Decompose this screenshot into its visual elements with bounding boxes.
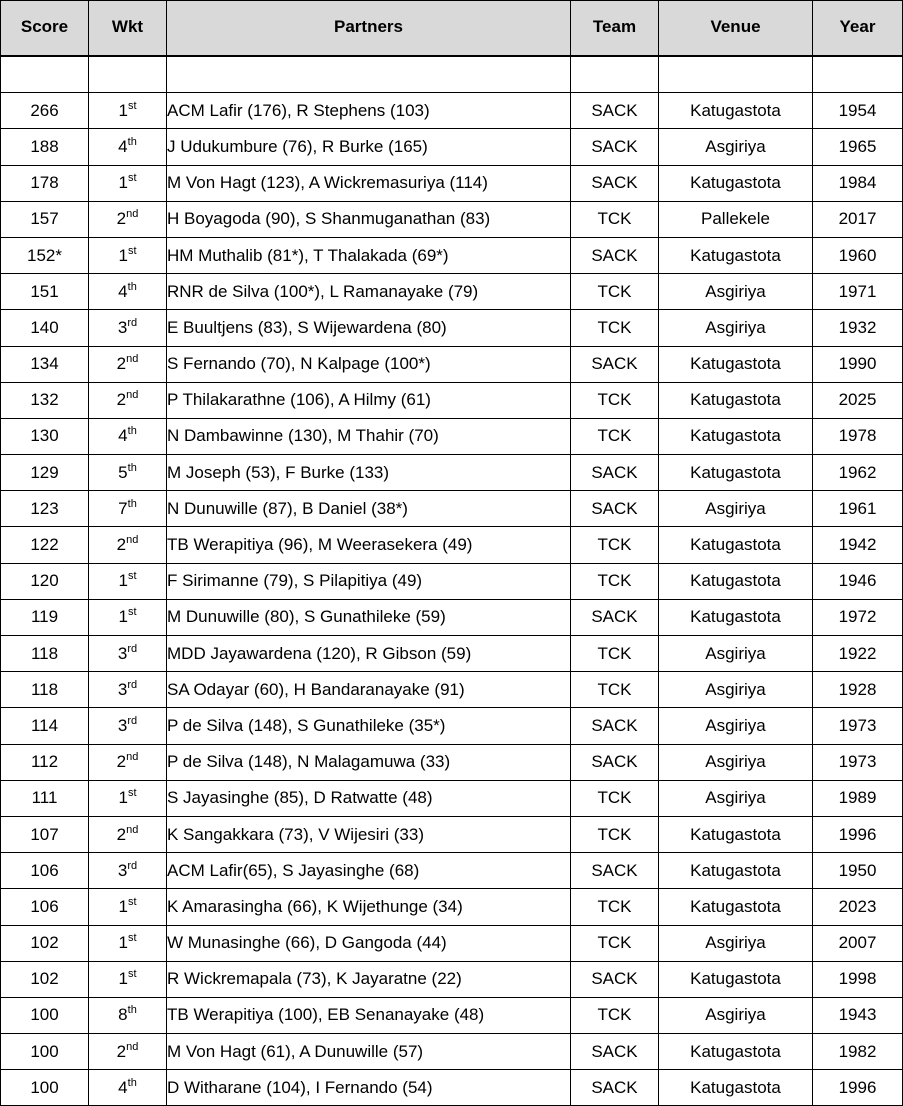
- cell-team: TCK: [571, 201, 659, 237]
- cell-venue: Katugastota: [659, 1070, 813, 1106]
- wicket-number: 1: [118, 933, 128, 953]
- cell-score: 119: [1, 599, 89, 635]
- table-row: [1, 925, 903, 961]
- wicket-ordinal-suffix: nd: [126, 823, 139, 836]
- cell-year: 1946: [813, 563, 903, 599]
- table-row: [1, 382, 903, 418]
- cell-team: TCK: [571, 816, 659, 852]
- wicket-number: 7: [118, 498, 128, 518]
- wicket-number: 2: [116, 752, 127, 772]
- wicket-number: 1: [118, 173, 128, 193]
- cell-partners: SA Odayar (60), H Bandaranayake (91): [167, 672, 571, 708]
- cell-wkt: [89, 636, 167, 672]
- cell-wkt: [89, 672, 167, 708]
- cell-year: 1928: [813, 672, 903, 708]
- cell-partners: E Buultjens (83), S Wijewardena (80): [167, 310, 571, 346]
- cell-partners: ACM Lafir (176), R Stephens (103): [167, 93, 571, 129]
- wicket-number: 4: [118, 1077, 128, 1097]
- cell-year: 1943: [813, 997, 903, 1033]
- cell-team: SACK: [571, 93, 659, 129]
- table-row: [1, 346, 903, 382]
- cell-team: TCK: [571, 889, 659, 925]
- cell-score: 120: [1, 563, 89, 599]
- cell-venue: Asgiriya: [659, 744, 813, 780]
- cell-year: 1996: [813, 816, 903, 852]
- cell-team: TCK: [571, 563, 659, 599]
- cell-year: 1973: [813, 708, 903, 744]
- table-row: [1, 165, 903, 201]
- cell-partners: K Amarasingha (66), K Wijethunge (34): [167, 889, 571, 925]
- wicket-ordinal-suffix: th: [127, 425, 137, 438]
- cell-wkt: [89, 346, 167, 382]
- cell-score: 112: [1, 744, 89, 780]
- cell-wkt: [89, 418, 167, 454]
- cell-team: TCK: [571, 997, 659, 1033]
- cell-venue: Katugastota: [659, 455, 813, 491]
- cell-year: 1996: [813, 1070, 903, 1106]
- wicket-ordinal-suffix: rd: [127, 859, 138, 872]
- table-body: [1, 56, 903, 1106]
- cell-team: SACK: [571, 599, 659, 635]
- cell-wkt: [89, 708, 167, 744]
- cell-year: 2025: [813, 382, 903, 418]
- cell-team: SACK: [571, 1034, 659, 1070]
- cell-wkt: [89, 997, 167, 1033]
- cell-partners: MDD Jayawardena (120), R Gibson (59): [167, 636, 571, 672]
- cell-partners: R Wickremapala (73), K Jayaratne (22): [167, 961, 571, 997]
- wicket-number: 3: [117, 715, 128, 735]
- cell-score: 102: [1, 961, 89, 997]
- cell-venue: Asgiriya: [659, 636, 813, 672]
- cell-year: 1942: [813, 527, 903, 563]
- cell-partners: D Witharane (104), I Fernando (54): [167, 1070, 571, 1106]
- cell-year: 1982: [813, 1034, 903, 1070]
- cell-wkt: [89, 853, 167, 889]
- wicket-ordinal-suffix: rd: [127, 714, 138, 727]
- cell-score: 140: [1, 310, 89, 346]
- cell-team: TCK: [571, 527, 659, 563]
- cell-partners: M Dunuwille (80), S Gunathileke (59): [167, 599, 571, 635]
- cell-venue: Katugastota: [659, 599, 813, 635]
- wicket-ordinal-suffix: nd: [126, 208, 139, 221]
- cell-wkt: [89, 1070, 167, 1106]
- cell-score: 102: [1, 925, 89, 961]
- wicket-number: 2: [116, 390, 127, 410]
- table-row: [1, 93, 903, 129]
- wicket-number: 1: [118, 896, 128, 916]
- cell-wkt: [89, 563, 167, 599]
- cell-team: SACK: [571, 1070, 659, 1106]
- cell-score: 151: [1, 274, 89, 310]
- cell-score: 107: [1, 816, 89, 852]
- table-row: [1, 129, 903, 165]
- table-row: [1, 237, 903, 273]
- cell-score: 106: [1, 889, 89, 925]
- cell-year: 1973: [813, 744, 903, 780]
- cell-year: 2007: [813, 925, 903, 961]
- cell-score: 118: [1, 636, 89, 672]
- cell-year: 1962: [813, 455, 903, 491]
- cell-team: SACK: [571, 165, 659, 201]
- cell-venue: Katugastota: [659, 563, 813, 599]
- cell-venue: Asgiriya: [659, 274, 813, 310]
- cell-venue: Asgiriya: [659, 925, 813, 961]
- cell-partners: M Von Hagt (123), A Wickremasuriya (114): [167, 165, 571, 201]
- cell-wkt: [89, 1034, 167, 1070]
- wicket-number: 1: [118, 607, 128, 627]
- cell-venue: Pallekele: [659, 201, 813, 237]
- cell-year: 1954: [813, 93, 903, 129]
- header-venue: Venue: [659, 1, 813, 57]
- cell-venue: Katugastota: [659, 165, 813, 201]
- cell-score: 122: [1, 527, 89, 563]
- table-row: [1, 599, 903, 635]
- cell-team: SACK: [571, 491, 659, 527]
- cell-wkt: [89, 744, 167, 780]
- cell-score: 132: [1, 382, 89, 418]
- cell-venue: Katugastota: [659, 93, 813, 129]
- cell-team: SACK: [571, 346, 659, 382]
- wicket-number: 1: [118, 100, 128, 120]
- cell-partners: K Sangakkara (73), V Wijesiri (33): [167, 816, 571, 852]
- cell-partners: H Boyagoda (90), S Shanmuganathan (83): [167, 201, 571, 237]
- wicket-ordinal-suffix: th: [127, 280, 137, 293]
- cell-team: TCK: [571, 310, 659, 346]
- wicket-ordinal-suffix: rd: [127, 316, 138, 329]
- table-row: [1, 455, 903, 491]
- table-row: [1, 563, 903, 599]
- header-row: [1, 1, 903, 57]
- cell-team: SACK: [571, 455, 659, 491]
- cell-wkt: [89, 925, 167, 961]
- wicket-number: 2: [116, 535, 127, 555]
- cell-score: 100: [1, 1070, 89, 1106]
- table-row: [1, 708, 903, 744]
- table-row: [1, 816, 903, 852]
- cell-venue: Katugastota: [659, 889, 813, 925]
- table-row: [1, 889, 903, 925]
- wicket-ordinal-suffix: nd: [126, 534, 139, 547]
- cell-partners: N Dambawinne (130), M Thahir (70): [167, 418, 571, 454]
- cell-venue: Asgiriya: [659, 129, 813, 165]
- cell-wkt: [89, 237, 167, 273]
- cell-score: 114: [1, 708, 89, 744]
- wicket-number: 2: [116, 824, 127, 844]
- cell-partners: P de Silva (148), N Malagamuwa (33): [167, 744, 571, 780]
- table-row: [1, 527, 903, 563]
- cell-year: 1950: [813, 853, 903, 889]
- cell-score: 152*: [1, 237, 89, 273]
- wicket-ordinal-suffix: st: [127, 968, 137, 981]
- table-row: [1, 418, 903, 454]
- cell-score: 130: [1, 418, 89, 454]
- cell-partners: P Thilakarathne (106), A Hilmy (61): [167, 382, 571, 418]
- cell-year: 1971: [813, 274, 903, 310]
- cell-wkt: [89, 527, 167, 563]
- cell-wkt: [89, 889, 167, 925]
- header-spacer-row: [1, 56, 903, 93]
- cell-wkt: [89, 491, 167, 527]
- table-row: [1, 744, 903, 780]
- table-row: [1, 636, 903, 672]
- wicket-ordinal-suffix: st: [127, 244, 137, 257]
- wicket-ordinal-suffix: nd: [126, 751, 139, 764]
- wicket-number: 5: [118, 462, 128, 482]
- cell-score: 188: [1, 129, 89, 165]
- cell-venue: Asgiriya: [659, 310, 813, 346]
- wicket-number: 1: [118, 969, 128, 989]
- cell-partners: ACM Lafir(65), S Jayasinghe (68): [167, 853, 571, 889]
- cell-team: SACK: [571, 129, 659, 165]
- wicket-ordinal-suffix: rd: [127, 642, 138, 655]
- wicket-ordinal-suffix: st: [127, 932, 137, 945]
- cell-partners: M Joseph (53), F Burke (133): [167, 455, 571, 491]
- cell-partners: RNR de Silva (100*), L Ramanayake (79): [167, 274, 571, 310]
- cell-venue: Katugastota: [659, 527, 813, 563]
- cell-score: 100: [1, 997, 89, 1033]
- table-row: [1, 853, 903, 889]
- cell-wkt: [89, 165, 167, 201]
- cell-partners: M Von Hagt (61), A Dunuwille (57): [167, 1034, 571, 1070]
- cell-venue: Katugastota: [659, 382, 813, 418]
- cell-year: 1922: [813, 636, 903, 672]
- cell-partners: P de Silva (148), S Gunathileke (35*): [167, 708, 571, 744]
- cell-team: SACK: [571, 708, 659, 744]
- wicket-number: 1: [118, 788, 128, 808]
- cell-partners: S Fernando (70), N Kalpage (100*): [167, 346, 571, 382]
- cell-year: 1989: [813, 780, 903, 816]
- wicket-ordinal-suffix: th: [127, 1004, 137, 1017]
- wicket-ordinal-suffix: th: [127, 497, 137, 510]
- cell-venue: Katugastota: [659, 1034, 813, 1070]
- cell-score: 157: [1, 201, 89, 237]
- wicket-ordinal-suffix: st: [127, 570, 137, 583]
- cell-wkt: [89, 961, 167, 997]
- cell-score: 118: [1, 672, 89, 708]
- cell-venue: Katugastota: [659, 418, 813, 454]
- wicket-number: 4: [118, 136, 128, 156]
- table-row: [1, 491, 903, 527]
- cell-year: 1978: [813, 418, 903, 454]
- cell-team: TCK: [571, 780, 659, 816]
- header-wkt: Wkt: [89, 1, 167, 57]
- wicket-ordinal-suffix: st: [127, 99, 137, 112]
- cell-team: TCK: [571, 418, 659, 454]
- table-row: [1, 310, 903, 346]
- cell-score: 266: [1, 93, 89, 129]
- cell-score: 111: [1, 780, 89, 816]
- cell-venue: Katugastota: [659, 816, 813, 852]
- cell-year: 1961: [813, 491, 903, 527]
- cell-team: TCK: [571, 925, 659, 961]
- wicket-number: 3: [117, 679, 128, 699]
- cell-wkt: [89, 93, 167, 129]
- wicket-number: 3: [117, 317, 128, 337]
- wicket-number: 8: [118, 1005, 128, 1025]
- cell-score: 129: [1, 455, 89, 491]
- cell-wkt: [89, 382, 167, 418]
- cell-team: SACK: [571, 853, 659, 889]
- cell-year: 1972: [813, 599, 903, 635]
- cell-team: SACK: [571, 961, 659, 997]
- wicket-ordinal-suffix: th: [127, 461, 137, 474]
- cell-score: 106: [1, 853, 89, 889]
- cell-year: 1960: [813, 237, 903, 273]
- table-row: [1, 1070, 903, 1106]
- cell-partners: F Sirimanne (79), S Pilapitiya (49): [167, 563, 571, 599]
- cell-wkt: [89, 201, 167, 237]
- cell-team: TCK: [571, 636, 659, 672]
- wicket-ordinal-suffix: nd: [126, 353, 139, 366]
- wicket-ordinal-suffix: st: [127, 172, 137, 185]
- cell-venue: Asgiriya: [659, 491, 813, 527]
- cell-year: 2023: [813, 889, 903, 925]
- cell-venue: Asgiriya: [659, 708, 813, 744]
- table-row: [1, 1034, 903, 1070]
- header-score: Score: [1, 1, 89, 57]
- cell-wkt: [89, 599, 167, 635]
- wicket-number: 1: [118, 571, 128, 591]
- cell-team: SACK: [571, 744, 659, 780]
- cell-year: 2017: [813, 201, 903, 237]
- wicket-ordinal-suffix: th: [127, 135, 137, 148]
- cell-venue: Asgiriya: [659, 997, 813, 1033]
- cell-wkt: [89, 780, 167, 816]
- cell-venue: Asgiriya: [659, 780, 813, 816]
- cell-venue: Katugastota: [659, 961, 813, 997]
- wicket-ordinal-suffix: nd: [126, 1040, 139, 1053]
- cell-wkt: [89, 129, 167, 165]
- cell-year: 1998: [813, 961, 903, 997]
- cell-wkt: [89, 310, 167, 346]
- cell-partners: W Munasinghe (66), D Gangoda (44): [167, 925, 571, 961]
- wicket-number: 3: [117, 860, 128, 880]
- cell-partners: HM Muthalib (81*), T Thalakada (69*): [167, 237, 571, 273]
- wicket-number: 1: [118, 245, 128, 265]
- cell-team: TCK: [571, 382, 659, 418]
- table-row: [1, 274, 903, 310]
- header-team: Team: [571, 1, 659, 57]
- wicket-ordinal-suffix: st: [127, 895, 137, 908]
- cell-partners: S Jayasinghe (85), D Ratwatte (48): [167, 780, 571, 816]
- cell-score: 178: [1, 165, 89, 201]
- wicket-ordinal-suffix: st: [127, 606, 137, 619]
- wicket-number: 2: [116, 1041, 127, 1061]
- cell-year: 1932: [813, 310, 903, 346]
- wicket-number: 2: [116, 354, 127, 374]
- table-row: [1, 672, 903, 708]
- cell-partners: J Udukumbure (76), R Burke (165): [167, 129, 571, 165]
- wicket-ordinal-suffix: st: [127, 787, 137, 800]
- cell-year: 1965: [813, 129, 903, 165]
- cell-wkt: [89, 274, 167, 310]
- cell-venue: Katugastota: [659, 853, 813, 889]
- cell-team: TCK: [571, 274, 659, 310]
- cell-score: 123: [1, 491, 89, 527]
- cell-wkt: [89, 455, 167, 491]
- wicket-ordinal-suffix: th: [127, 1076, 137, 1089]
- cell-partners: N Dunuwille (87), B Daniel (38*): [167, 491, 571, 527]
- wicket-ordinal-suffix: rd: [127, 678, 138, 691]
- table-row: [1, 780, 903, 816]
- cell-team: SACK: [571, 237, 659, 273]
- wicket-number: 4: [118, 426, 128, 446]
- wicket-ordinal-suffix: nd: [126, 389, 139, 402]
- table-row: [1, 961, 903, 997]
- wicket-number: 3: [117, 643, 128, 663]
- cell-partners: TB Werapitiya (96), M Weerasekera (49): [167, 527, 571, 563]
- cell-venue: Katugastota: [659, 346, 813, 382]
- cell-year: 1990: [813, 346, 903, 382]
- cell-score: 100: [1, 1034, 89, 1070]
- cell-score: 134: [1, 346, 89, 382]
- header-partners: Partners: [167, 1, 571, 57]
- cell-venue: Asgiriya: [659, 672, 813, 708]
- header-year: Year: [813, 1, 903, 57]
- wicket-number: 2: [116, 209, 127, 229]
- cell-wkt: [89, 816, 167, 852]
- table-row: [1, 997, 903, 1033]
- cell-venue: Katugastota: [659, 237, 813, 273]
- table-row: [1, 201, 903, 237]
- cell-year: 1984: [813, 165, 903, 201]
- cell-team: TCK: [571, 672, 659, 708]
- wicket-number: 4: [118, 281, 128, 301]
- cell-partners: TB Werapitiya (100), EB Senanayake (48): [167, 997, 571, 1033]
